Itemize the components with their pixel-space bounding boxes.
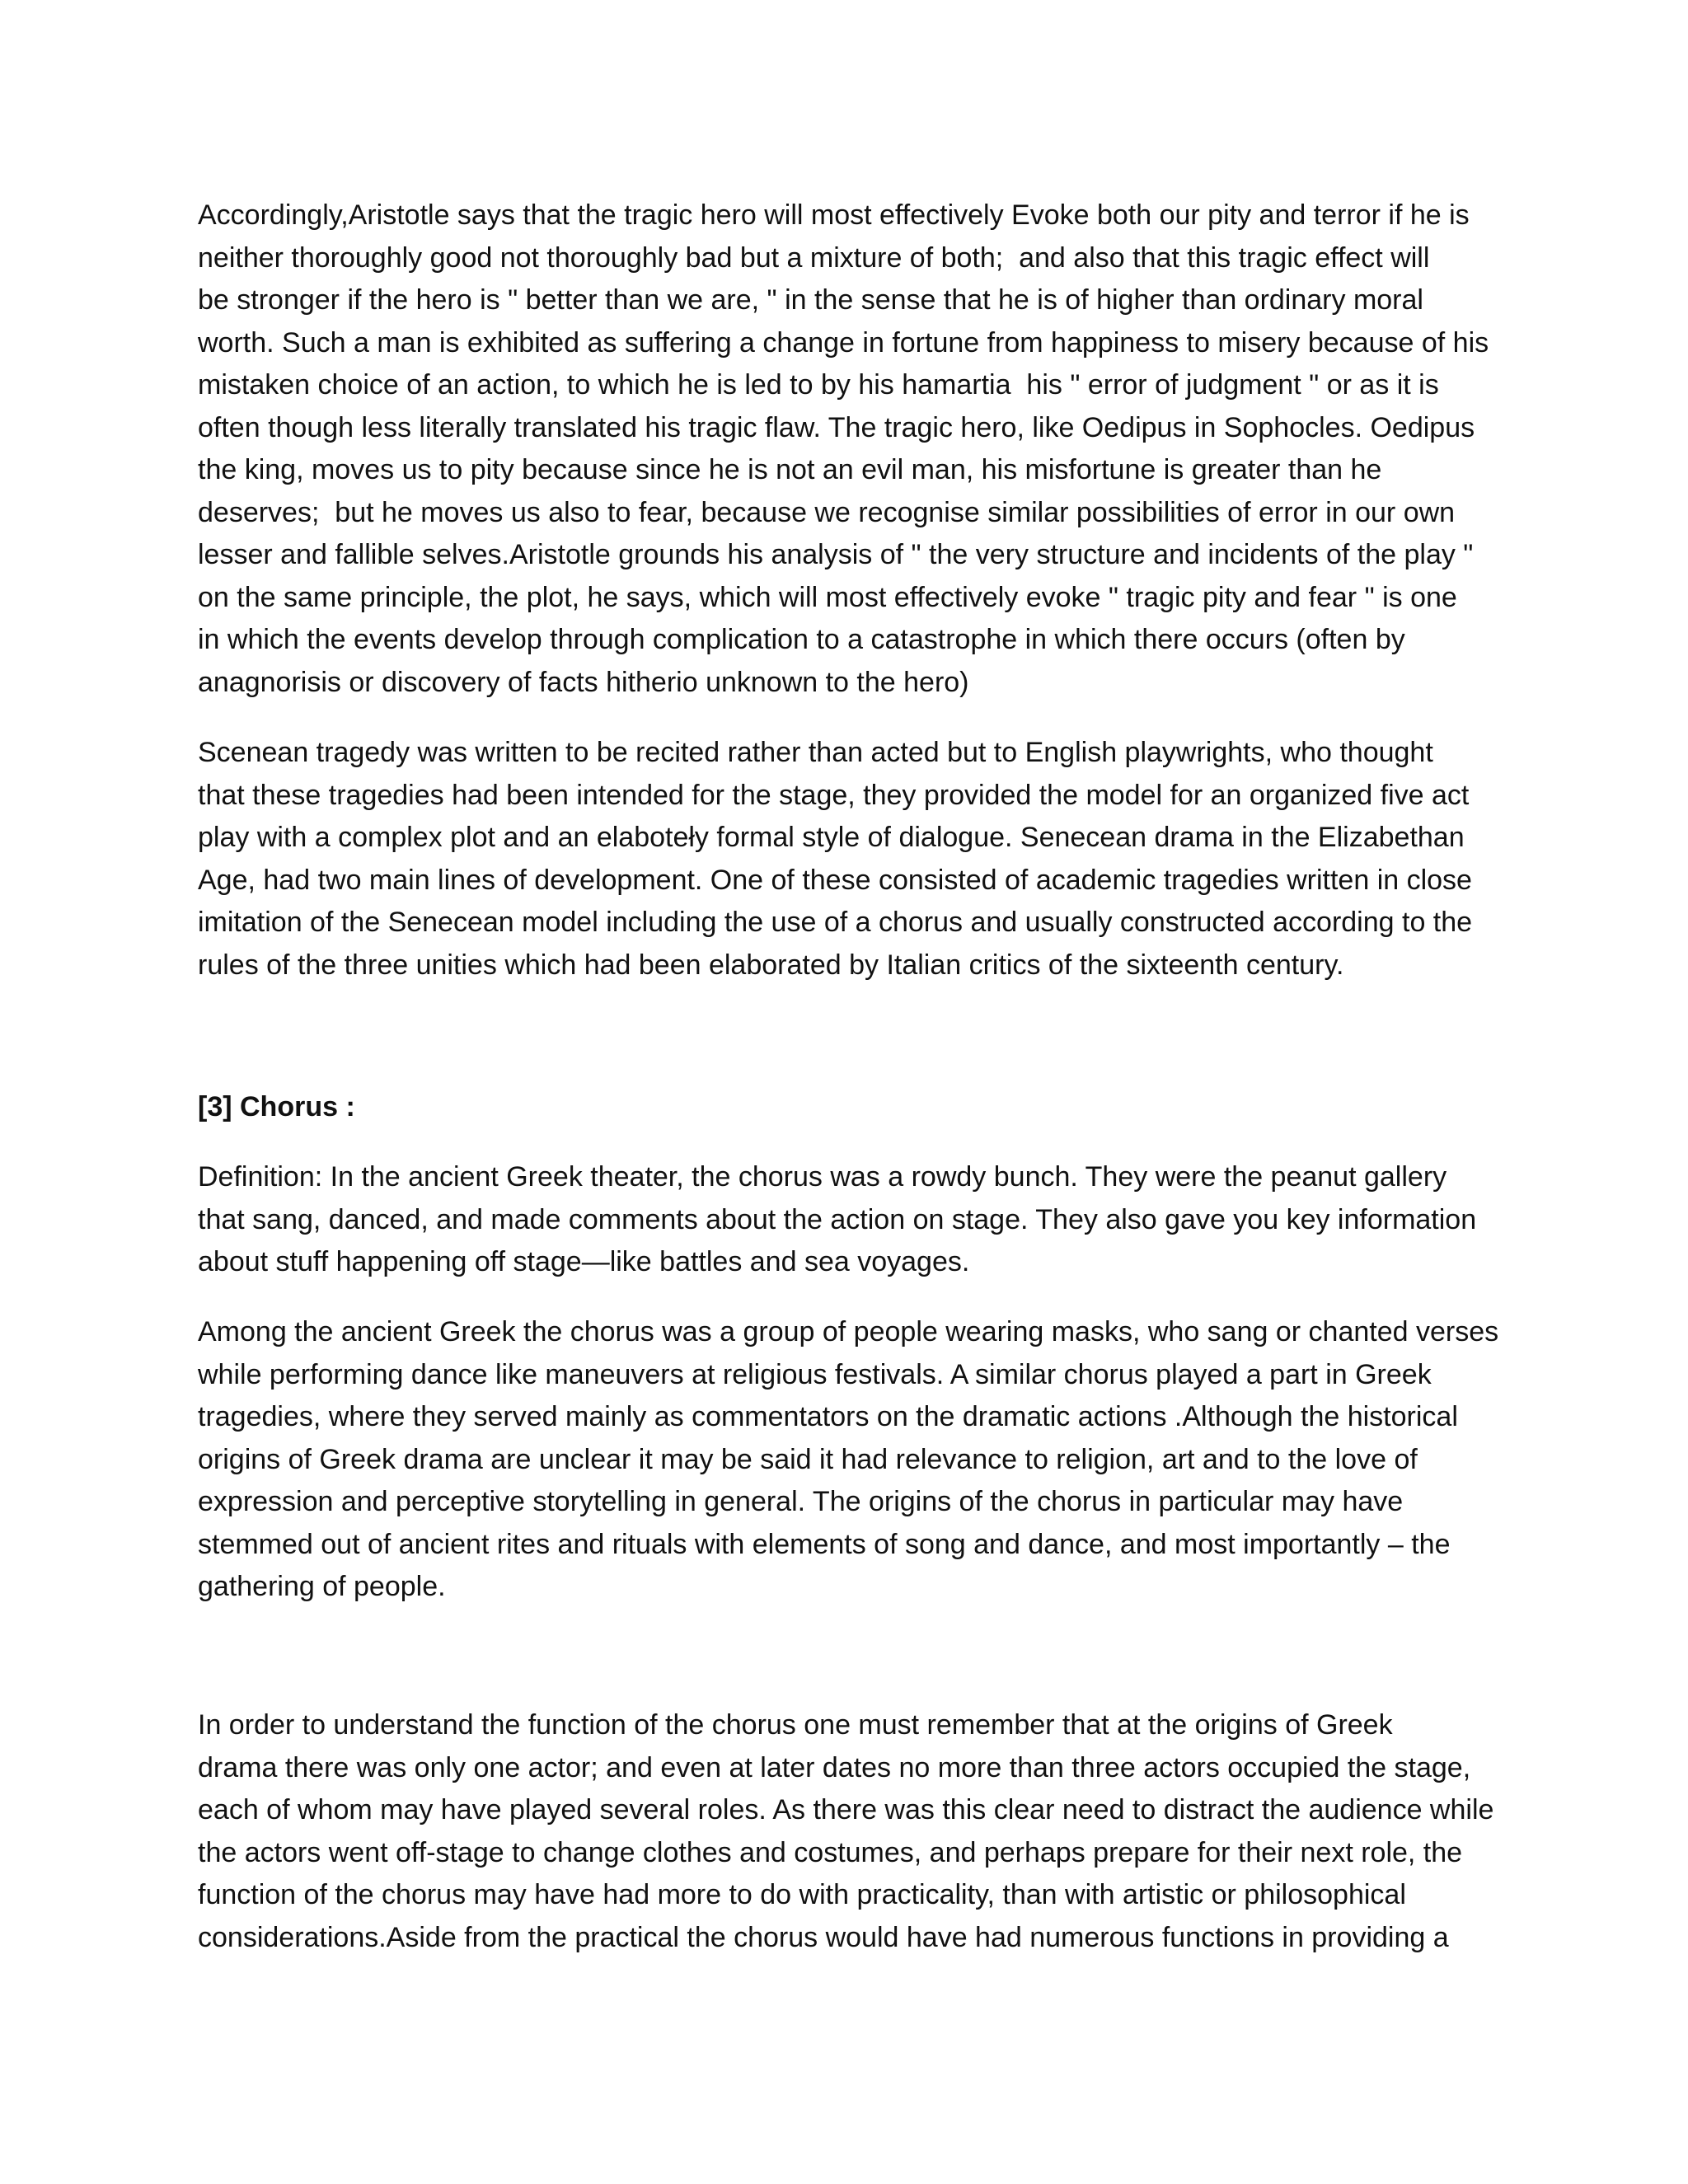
text-line: lesser and fallible selves.Aristotle grounds his analysis of " the very structure and incidents of the play " — [198, 539, 1474, 570]
text-line: mistaken choice of an action, to which he is led to by his hamartia his " error of judgment " or as it is — [198, 369, 1439, 401]
text-line: in which the events develop through complication to a catastrophe in which there occurs (often by — [198, 624, 1405, 655]
text-line: anagnorisis or discovery of facts hitherio unknown to the hero) — [198, 666, 969, 698]
text-line: tragedies, where they served mainly as commentators on the dramatic actions .Although the historical — [198, 1401, 1458, 1432]
text-line: deserves; but he moves us also to fear, because we recognise similar possibilities of error in our own — [198, 496, 1456, 528]
paragraph-chorus-definition — [198, 1156, 1500, 1284]
text-line: about stuff happening off stage—like battles and sea voyages. — [198, 1246, 970, 1277]
text-line: imitation of the Senecean model including the use of a chorus and usually constructed according to the — [198, 907, 1473, 938]
text-line: drama there was only one actor; and even at later dates no more than three actors occupied the stage, — [198, 1751, 1471, 1783]
text-line: be stronger if the hero is " better than we are, " in the sense that he is of higher than ordinary moral — [198, 284, 1423, 316]
text-line: Among the ancient Greek the chorus was a group of people wearing masks, who sang or chanted verses — [198, 1316, 1499, 1347]
text-line: origins of Greek drama are unclear it may be said it had relevance to religion, art and to the love of — [198, 1443, 1418, 1475]
text-line: that sang, danced, and made comments about the action on stage. They also gave you key information — [198, 1203, 1477, 1235]
paragraph-chorus-function — [198, 1704, 1500, 1959]
text-line: play with a complex plot and an elaboteły formal style of dialogue. Senecean drama in the Elizabethan — [198, 822, 1465, 853]
text-line: each of whom may have played several roles. As there was this clear need to distract the audience while — [198, 1794, 1494, 1825]
text-line: considerations.Aside from the practical the chorus would have had numerous functions in providing a — [198, 1921, 1449, 1953]
paragraph-senecan-tragedy — [198, 732, 1500, 987]
text-line: stemmed out of ancient rites and rituals with elements of song and dance, and most importantly – the — [198, 1528, 1451, 1560]
paragraph-chorus-origins — [198, 1311, 1500, 1609]
text-line: that these tragedies had been intended for the stage, they provided the model for an organized five act — [198, 779, 1470, 811]
text-line: while performing dance like maneuvers at religious festivals. A similar chorus played a part in Greek — [198, 1358, 1432, 1390]
text-line: Definition: In the ancient Greek theater, the chorus was a rowdy bunch. They were the peanut gallery — [198, 1161, 1447, 1193]
text-line: neither thoroughly good not thoroughly bad but a mixture of both; and also that this tragic effect will — [198, 241, 1430, 274]
text-line: rules of the three unities which had been elaborated by Italian critics of the sixteenth century. — [198, 949, 1344, 981]
text-line: on the same principle, the plot, he says, which will most effectively evoke " tragic pity and fear " is one — [198, 581, 1457, 613]
text-line: Age, had two main lines of development. One of these consisted of academic tragedies written in close — [198, 864, 1472, 896]
text-line: Accordingly,Aristotle says that the tragic hero will most effectively Evoke both our pity and terror if he is — [198, 199, 1470, 231]
text-line: worth. Such a man is exhibited as suffering a change in fortune from happiness to misery because of his — [198, 326, 1489, 359]
text-line: expression and perceptive storytelling in general. The origins of the chorus in particular may have — [198, 1486, 1404, 1517]
text-line: the king, moves us to pity because since he is not an evil man, his misfortune is greater than he — [198, 454, 1382, 485]
text-line: In order to understand the function of the chorus one must remember that at the origins of Greek — [198, 1709, 1393, 1741]
text-line: the actors went off-stage to change clothes and costumes, and perhaps prepare for their next role, the — [198, 1836, 1463, 1868]
paragraph-aristotle-tragic-hero — [198, 194, 1500, 704]
text-line: often though less literally translated his tragic flaw. The tragic hero, like Oedipus in Sophocles. Oedipus — [198, 411, 1475, 443]
text-line: gathering of people. — [198, 1571, 446, 1602]
text-line: function of the chorus may have had more to do with practicality, than with artistic or philosophical — [198, 1879, 1406, 1910]
text-line: Scenean tragedy was written to be recited rather than acted but to English playwrights, who thought — [198, 737, 1433, 768]
section-heading-chorus: [3] Chorus : — [198, 1091, 355, 1122]
